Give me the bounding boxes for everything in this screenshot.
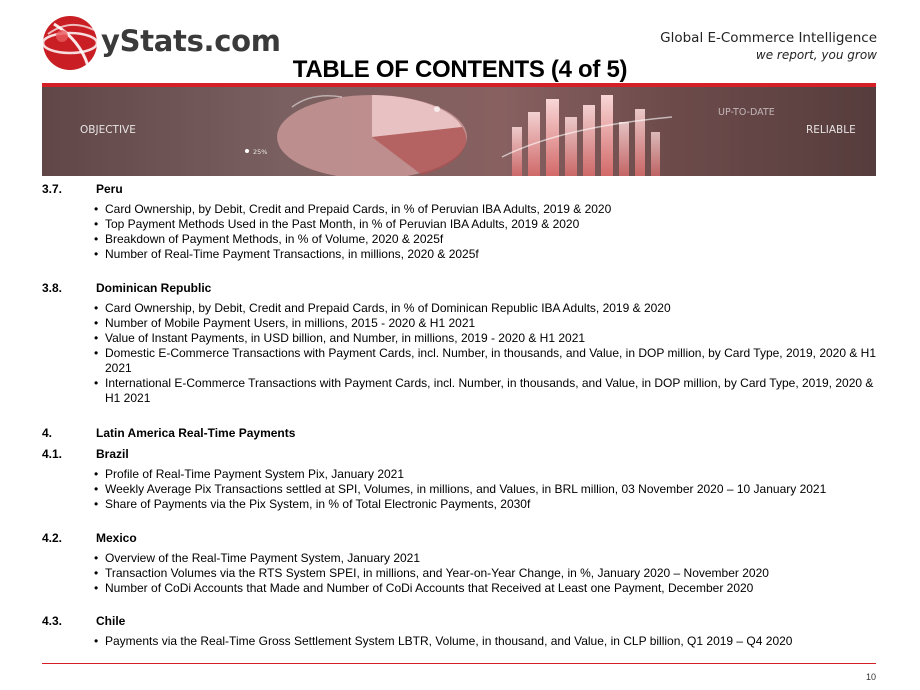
page-title: TABLE OF CONTENTS (4 of 5) xyxy=(292,56,628,83)
section-title: Dominican Republic xyxy=(96,281,212,295)
section-number: 4.1. xyxy=(42,447,63,461)
tagline-secondary: we report, you grow xyxy=(755,48,877,62)
toc-entry[interactable]: • Transaction Volumes via the RTS System SPEI, in millions, and Year-on-Year Change, in %, January 2020 – November 2020 xyxy=(92,566,882,581)
banner-label-uptodate: UP-TO-DATE xyxy=(718,107,775,118)
toc-entry[interactable]: • Top Payment Methods Used in the Past Month, in % of Peruvian IBA Adults, 2019 & 2020 xyxy=(92,217,882,232)
toc-entry[interactable]: • Card Ownership, by Debit, Credit and Prepaid Cards, in % of Dominican Republic IBA Adults, 2019 & 2020 xyxy=(92,301,882,316)
toc-bullet-list xyxy=(92,467,882,512)
toc-bullet-list xyxy=(92,301,882,406)
section-number: 4.2. xyxy=(42,531,63,545)
toc-entry[interactable]: • Card Ownership, by Debit, Credit and Prepaid Cards, in % of Peruvian IBA Adults, 2019 & 2020 xyxy=(92,202,882,217)
footer-divider xyxy=(42,663,876,664)
toc-entry[interactable]: • Profile of Real-Time Payment System Pix, January 2021 xyxy=(92,467,882,482)
toc-entry[interactable]: • Payments via the Real-Time Gross Settlement System LBTR, Volume, in thousand, and Value, in CLP billion, Q1 2019 – Q4 2020 xyxy=(92,634,882,649)
section-title: Peru xyxy=(96,182,123,196)
toc-entry[interactable]: • Number of Real-Time Payment Transactions, in millions, 2020 & 2025f xyxy=(92,247,882,262)
tagline-primary: Global E-Commerce Intelligence xyxy=(660,30,877,46)
section-number: 3.7. xyxy=(42,182,63,196)
banner-label-pct: 25% xyxy=(253,148,268,156)
toc-entry[interactable]: • Value of Instant Payments, in USD billion, and Number, in millions, 2019 - 2020 & H1 2021 xyxy=(92,331,882,346)
banner-label-objective: OBJECTIVE xyxy=(80,124,136,136)
section-title: Mexico xyxy=(96,531,137,545)
toc-bullet-list xyxy=(92,202,882,262)
toc-entry[interactable]: • Breakdown of Payment Methods, in % of Volume, 2020 & 2025f xyxy=(92,232,882,247)
toc-entry[interactable]: • Number of Mobile Payment Users, in millions, 2015 - 2020 & H1 2021 xyxy=(92,316,882,331)
toc-entry[interactable]: • Weekly Average Pix Transactions settled at SPI, Volumes, in millions, and Values, in BRL million, 03 November 2020 – 10 January 2021 xyxy=(92,482,882,497)
brand-name: yStats.com xyxy=(101,24,281,58)
toc-bullet-list xyxy=(92,551,882,596)
section-title: Latin America Real-Time Payments xyxy=(96,426,296,440)
section-number: 4. xyxy=(42,426,53,440)
toc-bullet-list xyxy=(92,634,882,649)
header-banner-image xyxy=(42,87,876,176)
toc-entry[interactable]: • Overview of the Real-Time Payment System, January 2021 xyxy=(92,551,882,566)
banner-label-reliable: RELIABLE xyxy=(806,124,856,136)
section-number: 3.8. xyxy=(42,281,63,295)
section-title: Chile xyxy=(96,614,126,628)
toc-entry[interactable]: • Domestic E-Commerce Transactions with Payment Cards, incl. Number, in thousands, and Value, in DOP million, by Card Type, 2019, 2020 & H1 2021 xyxy=(92,346,882,376)
section-title: Brazil xyxy=(96,447,129,461)
toc-entry[interactable]: • Share of Payments via the Pix System, in % of Total Electronic Payments, 2030f xyxy=(92,497,882,512)
toc-entry[interactable]: • International E-Commerce Transactions with Payment Cards, incl. Number, in thousands, and Value, in DOP million, by Card Type, 2019, 2020 & H1 2021 xyxy=(92,376,882,406)
section-number: 4.3. xyxy=(42,614,63,628)
page-number: 10 xyxy=(865,672,876,682)
toc-entry[interactable]: • Number of CoDi Accounts that Made and Number of CoDi Accounts that Received at Least one Payment, December 2020 xyxy=(92,581,882,596)
